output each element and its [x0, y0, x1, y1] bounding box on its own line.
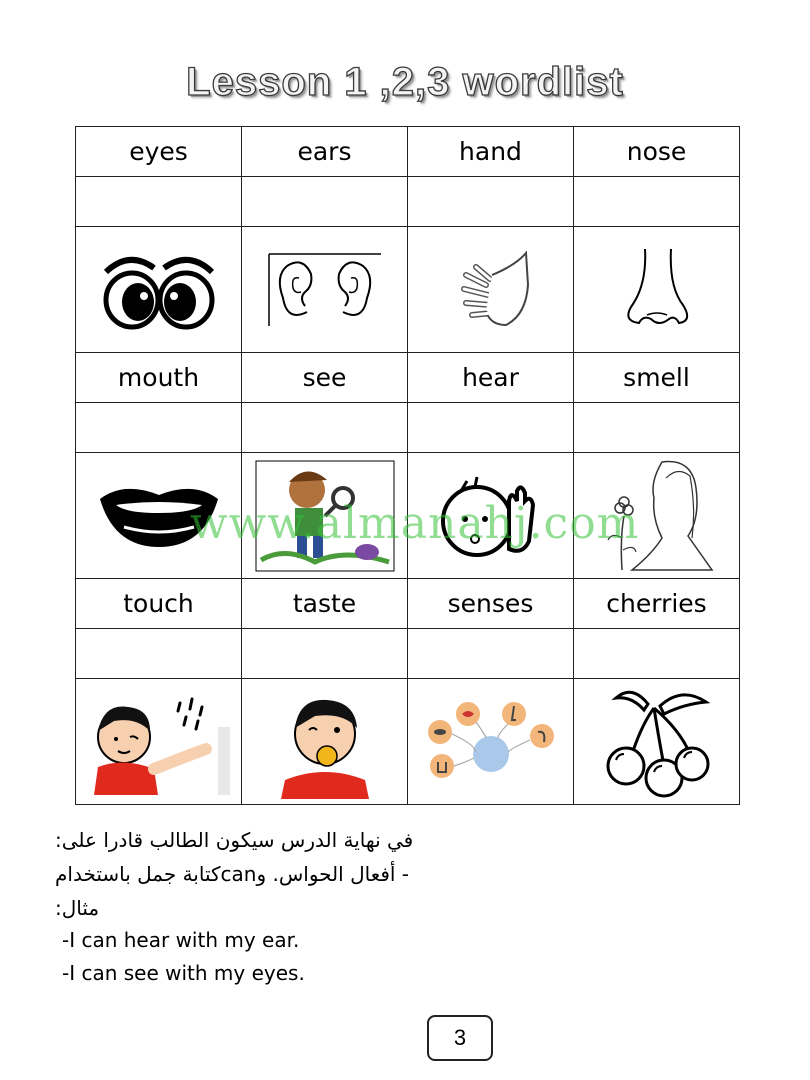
word-cell: nose: [574, 127, 740, 177]
blank-cell[interactable]: [76, 177, 242, 227]
word-row: [76, 127, 740, 177]
blank-cell[interactable]: [408, 403, 574, 453]
cherries-icon: [592, 684, 722, 799]
picture-cell: [408, 227, 574, 353]
senses-icon: [416, 692, 566, 792]
blank-cell[interactable]: [76, 403, 242, 453]
blank-cell[interactable]: [408, 629, 574, 679]
picture-row: [76, 679, 740, 805]
picture-cell: [574, 227, 740, 353]
taste-icon: [265, 684, 385, 799]
blank-cell[interactable]: [408, 177, 574, 227]
blank-row: [76, 177, 740, 227]
picture-cell: [76, 679, 242, 805]
blank-cell[interactable]: [574, 629, 740, 679]
eyes-icon: [94, 250, 224, 330]
word-cell: touch: [76, 579, 242, 629]
word-cell: senses: [408, 579, 574, 629]
word-cell: ears: [242, 127, 408, 177]
word-cell: eyes: [76, 127, 242, 177]
page-number: 3: [427, 1015, 493, 1061]
picture-cell: [574, 679, 740, 805]
word-cell: hand: [408, 127, 574, 177]
blank-row: [76, 629, 740, 679]
blank-cell[interactable]: [242, 177, 408, 227]
objectives-line: - أفعال الحواس. وcanكتابة جمل باستخدام: [55, 862, 410, 886]
touch-icon: [84, 687, 234, 797]
picture-cell: [242, 679, 408, 805]
ears-icon: [265, 252, 385, 328]
picture-cell: [76, 453, 242, 579]
mouth-icon: [94, 481, 224, 551]
see-icon: [255, 460, 395, 572]
blank-cell[interactable]: [76, 629, 242, 679]
picture-cell: [242, 453, 408, 579]
objectives-heading: في نهاية الدرس سيكون الطالب قادرا على:: [55, 828, 414, 852]
word-row: [76, 353, 740, 403]
example-label: مثال:: [55, 896, 100, 920]
picture-cell: [76, 227, 242, 353]
picture-cell: [408, 453, 574, 579]
picture-cell: [242, 227, 408, 353]
nose-icon: [617, 245, 697, 335]
word-cell: mouth: [76, 353, 242, 403]
example-sentence: -I can hear with my ear.: [62, 928, 300, 952]
word-row: [76, 579, 740, 629]
hear-icon: [431, 471, 551, 561]
wordlist-table: [75, 126, 740, 805]
word-cell: taste: [242, 579, 408, 629]
word-cell: hear: [408, 353, 574, 403]
word-cell: cherries: [574, 579, 740, 629]
page-title: Lesson 1 ,2,3 wordlist: [186, 60, 624, 104]
blank-row: [76, 403, 740, 453]
example-sentence: -I can see with my eyes.: [62, 961, 305, 985]
hand-icon: [446, 245, 536, 335]
picture-row: [76, 453, 740, 579]
blank-cell[interactable]: [574, 177, 740, 227]
picture-cell: [408, 679, 574, 805]
smell-icon: [592, 458, 722, 573]
picture-cell: [574, 453, 740, 579]
word-cell: smell: [574, 353, 740, 403]
word-cell: see: [242, 353, 408, 403]
watermark: www.almanahj.com: [190, 498, 640, 549]
blank-cell[interactable]: [574, 403, 740, 453]
blank-cell[interactable]: [242, 629, 408, 679]
picture-row: [76, 227, 740, 353]
blank-cell[interactable]: [242, 403, 408, 453]
